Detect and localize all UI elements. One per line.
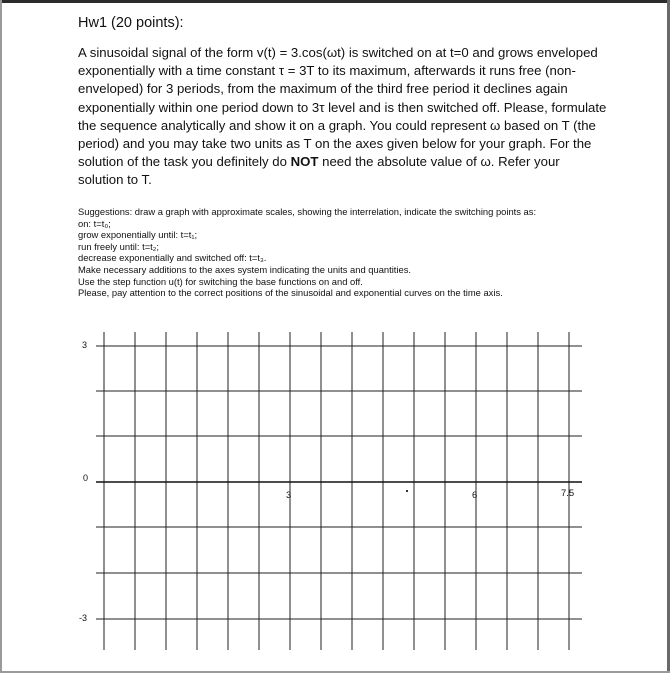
y-label-3: 3 [82, 340, 88, 350]
suggestion-line: Suggestions: draw a graph with approximate scales, showing the interrelation, indicate the switching points as: [78, 206, 537, 217]
suggestion-line: on: t=t₀; [78, 217, 111, 229]
x-label-7-5: 7.5 [561, 488, 575, 499]
suggestion-line: Use the step function u(t) for switching the base functions on and off. [78, 275, 363, 287]
problem-bold-not: NOT [290, 154, 319, 170]
problem-text-part2: need the absolute value of ω. Refer your solution to T. [78, 154, 560, 188]
suggestion-line: Please, pay attention to the correct positions of the sinusoidal and exponential curves on the time axis. [78, 287, 503, 299]
suggestion-line: decrease exponentially and switched off: t=t₃. [78, 252, 267, 264]
suggestion-line: grow exponentially until: t=t₁; [78, 229, 198, 241]
y-label-neg3: -3 [79, 613, 88, 623]
homework-title: Hw1 (20 points): [78, 15, 184, 31]
suggestion-line: run freely until: t=t₂; [78, 240, 160, 252]
x-label-3: 3 [286, 490, 292, 501]
x-label-6: 6 [472, 490, 478, 501]
problem-text-part1: A sinusoidal signal of the form v(t) = 3.cos(ωt) is switched on at t=0 and grows enveloped exponentially with a time constant τ = 3T to its maximum, afterwards it runs free (non-enveloped) for 3 periods, from the maximum of the third free period it declines again exponentially within one period down to 3τ level and is then switched off. Please, formulate the sequence analytically and show it on a graph. You could represent ω based on T (the period) and you may take two units as T on the axes given below for your graph. For the solution of the task you definitely do [78, 45, 607, 170]
stray-mark [406, 490, 408, 492]
suggestion-line: Make necessary additions to the axes system indicating the units and quantities. [78, 263, 412, 275]
y-label-0: 0 [83, 473, 89, 483]
